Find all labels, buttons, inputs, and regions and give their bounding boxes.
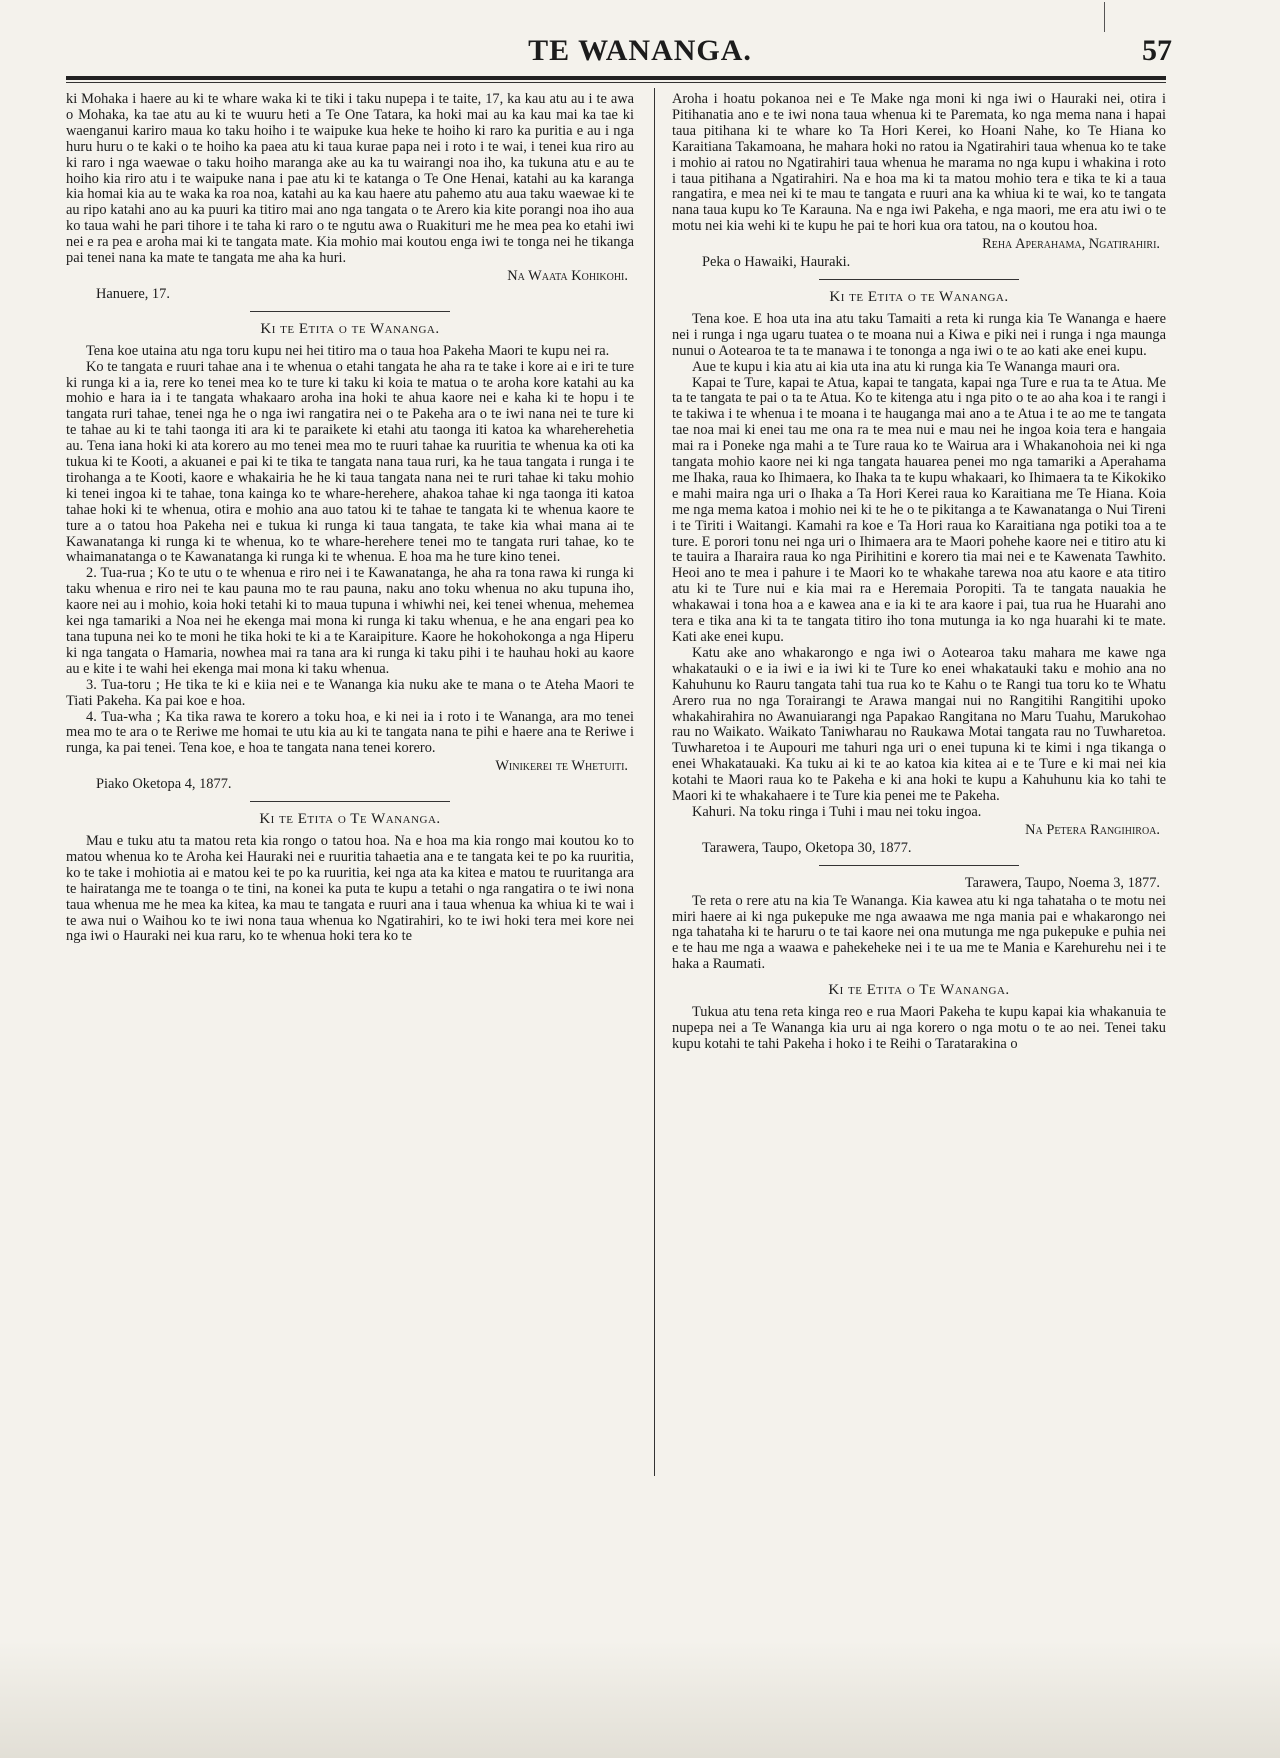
page-number: 57 bbox=[1142, 34, 1172, 67]
section-rule bbox=[819, 279, 1019, 280]
header-rule bbox=[66, 76, 1166, 80]
letter-2-heading: Ki te Etita o te Wananga. bbox=[260, 320, 440, 337]
letter-2-para-3: 2. Tua-rua ; Ko te utu o te whenua e riro nei i te Kawanatanga, he aha ra tona rawa ki runga ki taku whenua e riro nei te kau pauna mo te rau pauna, naku ano toku whenua no aku tupuna iho, kaore nei au i mohio, koia hoki tetahi ki to maua tupuna i whiwhi nei, kei tenei whenua, mehemea kei nga tamariki a Noa nei he ekenga mai mona ki runga ki taku whenua, e he ana engari pea ko tana tupuna nei ko te moni he tika hoki te ki a te Karaipiture. Kaore he hokohokonga a nga Hiperu ki nga tangata o Hamaria, nowhea mai ra tana ara ki runga ki taku pihi i te hauhau hoki au kaore au e kite i te wahi hei ekenga mai mona ki taku whenua. bbox=[66, 565, 634, 677]
letter-1-body: ki Mohaka i haere au ki te whare waka ki te tiki i taku nupepa i te taite, 17, ka kau atu au i te awa o Mohaka, ka tae atu au ki te wuuru heti a Te One Tatara, ka hoki mai au ka kau mai ka tae ki waenganui kariro maua ko taku hoiho i te waipuke kua heke te hoiho ki raro ka puritia e au i nga huru huru o te kaki o te hoiho ka paea atu ki taua kurae papa nei i roto i te wai, i tenei kua riro au ki raro i nga waewae o taku hoiho maranga ake au ka tu wairangi noa iho, ka tukuna atu e au te hoiho kia riro atu i te waipuke nana i pae atu ki te katanga o Te One Henai, katahi au ka karanga kia homai kia au te waka ka roa noa, katahi au ka kau haere atu pahemo atu aua taku waewae ki te au ripo katahi ano au ka puuri ka titiro mai ano nga tangata o te Arero kia kite porangi noa iho aua ko taua wahi he pari tihore i te taha ki raro o te ngutu awa o Ruakituri me he mea pea ko etahi iwi nei e ra pea e aroha mai ki te tangata mate. Kia mohio mai koutou enga iwi te tonga nei he tikanga pai tenei nana ka mate te tangata me aha ka huri. bbox=[66, 91, 634, 267]
scan-mark bbox=[1104, 2, 1105, 32]
letter-2-place: Piako Oketopa 4, 1877. bbox=[96, 776, 232, 793]
letter-5-body: Te reta o rere atu na kia Te Wananga. Kia kawea atu ki nga tahataha o te motu nei miri haere ai ki nga pukepuke me nga awaawa me nga mania pai e whakarongo nei nga tahataha ki te haruru o te tai kaore nei ona mutunga me nga pukepuke e puhia nei e te hau me nga a waawa e pahekeheke nei i te ua me te Mania e Karehurehu nei i te haka a Raumati. bbox=[672, 892, 1166, 973]
letter-1-signature: Na Waata Kohikohi. bbox=[507, 267, 628, 284]
letter-2-para-5: 4. Tua-wha ; Ka tika rawa te korero a toku hoa, e ki nei ia i roto i te Wananga, ara mo tenei mea mo te ara o te Reriwe me homai te utu kia au ki te tangata nana te pihi e haere ana te Reriwe i runga, ka pai tenei. Tena koe, e hoa te tangata nana tenei korero. bbox=[66, 708, 634, 757]
letter-4-para-1: Tena koe. E hoa uta ina atu taku Tamaiti a reta ki runga kia Te Wananga e haere nei i runga i nga ugaru tuatea o te moana nui a Kiwa e piki nei i runga i nga maunga nunui o Aotearoa te ta te manawa i te tononga a nga iwi o te ao kati ake enei kupu. bbox=[672, 310, 1166, 359]
letter-2-signature: Winikerei te Whetuiti. bbox=[495, 758, 628, 775]
letter-1-date: Hanuere, 17. bbox=[96, 285, 170, 302]
section-rule bbox=[250, 801, 450, 802]
letter-4-para-2: Aue te kupu i kia atu ai kia uta ina atu ki runga kia Te Wananga mauri ora. bbox=[692, 358, 1121, 375]
letter-3-body: Mau e tuku atu ta matou reta kia rongo o tatou hoa. Na e hoa ma kia rongo mai koutou ko to matou whenua ko te Aroha kei Hauraki nei e ruuritia tahaetia ana e te tangata kei te po ka ruuritia, ko te take i mohiotia ai e matou kei te po ka ruuritia, kei nga ata ka kitea e matou te ruuritanga ara te hairatanga me te toanga o te tini, na konei ka puta te kupu a tetahi o nga rangatira o te iwi nona taua whenua me he mea ka kitea, ka mau te tangata e ruuri ana i taua whenua ka whiua ki te wai i te awa nui o Waihou ko te iwi nona taua whenua ko Ngatirahiri, ko te iwi hoki tera mei kore nei nga iwi o Hauraki nei kua raru, ko te whenua hoki tera ko te bbox=[66, 832, 634, 945]
section-rule bbox=[819, 865, 1019, 866]
letter-2-para-2: Ko te tangata e ruuri tahae ana i te whenua o etahi tangata he aha ra te take i kore ai e iri te ture ki runga ki a ia, rere ko tenei mea ko te ture ki taku ki koia te matua o te aroha kore katahi au ka mohio e hara ia i te tangata whakaaro aroha ina hoki te ahua kaore nei e kaha ki te hopu i te tangata ruri tahae, tenei nga he o nga iwi rangatira nei o te Pakeha ara o te iwi nana nei te ture ki te tahae au ki te tahi taonga iti ara ki te paraikete ki etahi atu taonga iti katoa ka whareherehetia au. Tena iana hoki ki ata korero au mo tenei mea mo te ruuri tahae ka ruuritia te whenua ka oti ka tukua ki te Kooti, a akuanei e pai ki te tika te tangata nana taua ruri, ka he taua tangata i runga i te tirohanga a te Kooti, kaore e whakairia he he ki taua tangata nana nei te ruri tahae ki taku mohio ki tenei ingoa ki te tahae, tona kainga ko te whare-herehere, ahakoa tahae ki nga taonga iti katoa tahae hoki ki te whenua, otira e mohio ana auo tatou ki te tahae te tangata ki te whenua kaore te ture a o tatou hoa Pakeha nei e tukua ki runga ki taua tangata, te take kia whai mana ai te Kawanatanga ki runga ki te whenua, ko te whare-herehere tenei mo te tangata ruri tahae, ko te whaimanatanga o te Kawanatanga ki runga ki te whenua. E hoa ma he ture kino tenei. bbox=[66, 358, 634, 566]
page-title: TE WANANGA. bbox=[528, 34, 752, 67]
section-rule bbox=[250, 311, 450, 312]
letter-6-heading: Ki te Etita o Te Wananga. bbox=[828, 982, 1010, 999]
letter-3-continued: Aroha i hoatu pokanoa nei e Te Make nga moni ki nga iwi o Hauraki nei, otira i Pitihanatia ano e te iwi nona taua whenua ki te Paremata, ko nga mema nana i hapai taua pitihana ki te whare ko Ta Hori Kerei, ko Hoani Nahe, ko Te Hiana ko Karaitiana Takamoana, he mahara hoki no ratou ia Ngatirahiri taua whenua ko te take i mohio ai ratou no Ngatirahiri taua whenua he marama no nga kupu i whakina i roto i taua pitihana a Ngatirahiri. Na e hoa ma ki ta matou mohio tera e tika te ki a taua rangatira, e mea nei ki te mau te tangata e ruuri ana ka whiua ki te wai, ko te tangata nana taua kupu ko Te Karauna. Na e nga iwi Pakeha, e nga maori, me era atu iwi o te motu nei kia wehi ki te kupu he pai te hori kua ora tatou, na o koutou hoa. bbox=[672, 91, 1166, 235]
letter-4-place: Tarawera, Taupo, Oketopa 30, 1877. bbox=[702, 839, 912, 856]
letter-2-para-4: 3. Tua-toru ; He tika te ki e kiia nei e te Wananga kia nuku ake te mana o te Ateha Maori te Tiati Pakeha. Ka pai koe e hoa. bbox=[66, 676, 634, 709]
letter-3-place: Peka o Hawaiki, Hauraki. bbox=[702, 254, 851, 271]
letter-4-para-4: Katu ake ano whakarongo e nga iwi o Aotearoa taku mahara me kawe nga whakatauki o e ia iwi e ia iwi ki te Ture ko enei whakatauki taku e mohio ana no Kahuhunu ko Rauru tangata tahi tua rua ko te Kahu o te Rangi tua toru ko te Whatu Arero rua no nga Torairangi te Arawa mangai nui no Rangitihi Rangitihi upoko whakahirahira no Awanuiarangi nga Papakao Rangitana no Maru Tuahu, Marukohao rau no Waikato. Waikato Taniwharau no Raukawa Motai tangata rau no Tuwharetoa. Tuwharetoa i te Aupouri me tahuri nga uri o enei tupuna ki te kimi i nga tikanga o enei Whakatauaki. Ka tuku ai ki te ao katoa kia kitea ai e te Ture e ki mai nei kia kotahi te Maori raua ko te Pakeha e ki ana hoki te kupu a Kahuhunu kia ko tahi te Maori ki te whakahaere i te Ture kia penei me te Pakeha. bbox=[672, 644, 1166, 805]
column-divider bbox=[654, 88, 655, 1476]
letter-4-para-3: Kapai te Ture, kapai te Atua, kapai te tangata, kapai nga Ture e rua ta te Atua. Me ta te tangata te pai o ta te Atua. Ko te kitenga atu i nga pito o te ao aha koa i te rangi i te takiwa i te whenua i te moana i te hauganga mai ano a te Atua i te ao me te tangata tae noa mai ki enei tau me ona ra te mea nui e mau nei he ingoa koia tera e hangaia mai ra i Poneke nga mahi a te Ture raua ko te Wairua ara i Whakanohoia nei ki nga tangata mohio kaore nei ki nga tangata hauarea penei mo nga tamariki a Aperahama me Ihaka, raua ko Ihimaera, ko Ihaka ta te kupu whakaari, ko Ihimaera ta te Kikokiko e mahi maira nga uri o Ihaka a Ta Hori Kerei raua ko Karaitiana me Te Hiana. Koia me nga mema katoa i mohio nei ki te he o te pikitanga a te Kawanatanga o Nui Tireni i te Tiriti i Waitangi. Kamahi ra koe e Ta Hori raua ko Karaitiana nga potiki toa a te ture. E porori tonu nei nga uri o Ihimaera ara te Maori pohehe kaore nei e titiro atu ki te tauira a Iharaira raua ko nga Pirihitini e korero tia mai nei e te Kawenata Tawhito. Heoi ano te mea i pahure i te Maori ko te whakahe tarewa noa atu kaore e ata titiro atu ki te Ture nui e kia mai ra e Heremaia Poropiti. Ta te tangata nauakia he whakawai i tona hoa a e kawea ana e ia ki te ara kaore i pai, tua rua he Huarahi ano tera e tika ana ki ta te tangata titiro iho tona mutunga ia ko nga huarahi ki te mate. Kati ake enei kupu. bbox=[672, 374, 1166, 645]
letter-2-para-1: Tena koe utaina atu nga toru kupu nei hei titiro ma o taua hoa Pakeha Maori te kupu nei ra. bbox=[86, 342, 610, 359]
right-column bbox=[672, 92, 1166, 1053]
letter-3-heading: Ki te Etita o Te Wananga. bbox=[259, 811, 441, 828]
letter-6-body: Tukua atu tena reta kinga reo e rua Maori Pakeha te kupu kapai kia whakanuia te nupepa nei a Te Wananga kia uru ai nga korero o nga motu o te ao nei. Tenei taku kupu kotahi te tahi Pakeha i hoko i te Reihi o Taratarakina o bbox=[672, 1004, 1166, 1052]
left-column bbox=[66, 92, 634, 945]
letter-4-signature: Na Petera Rangihiroa. bbox=[1025, 821, 1160, 838]
letter-3-signature: Reha Aperahama, Ngatirahiri. bbox=[982, 236, 1160, 253]
header-rule-thin bbox=[66, 82, 1166, 83]
letter-5-date: Tarawera, Taupo, Noema 3, 1877. bbox=[964, 874, 1160, 891]
page-bottom-margin bbox=[0, 1640, 1280, 1758]
letter-4-para-5: Kahuri. Na toku ringa i Tuhi i mau nei toku ingoa. bbox=[692, 803, 982, 820]
letter-4-heading: Ki te Etita o te Wananga. bbox=[829, 288, 1009, 305]
